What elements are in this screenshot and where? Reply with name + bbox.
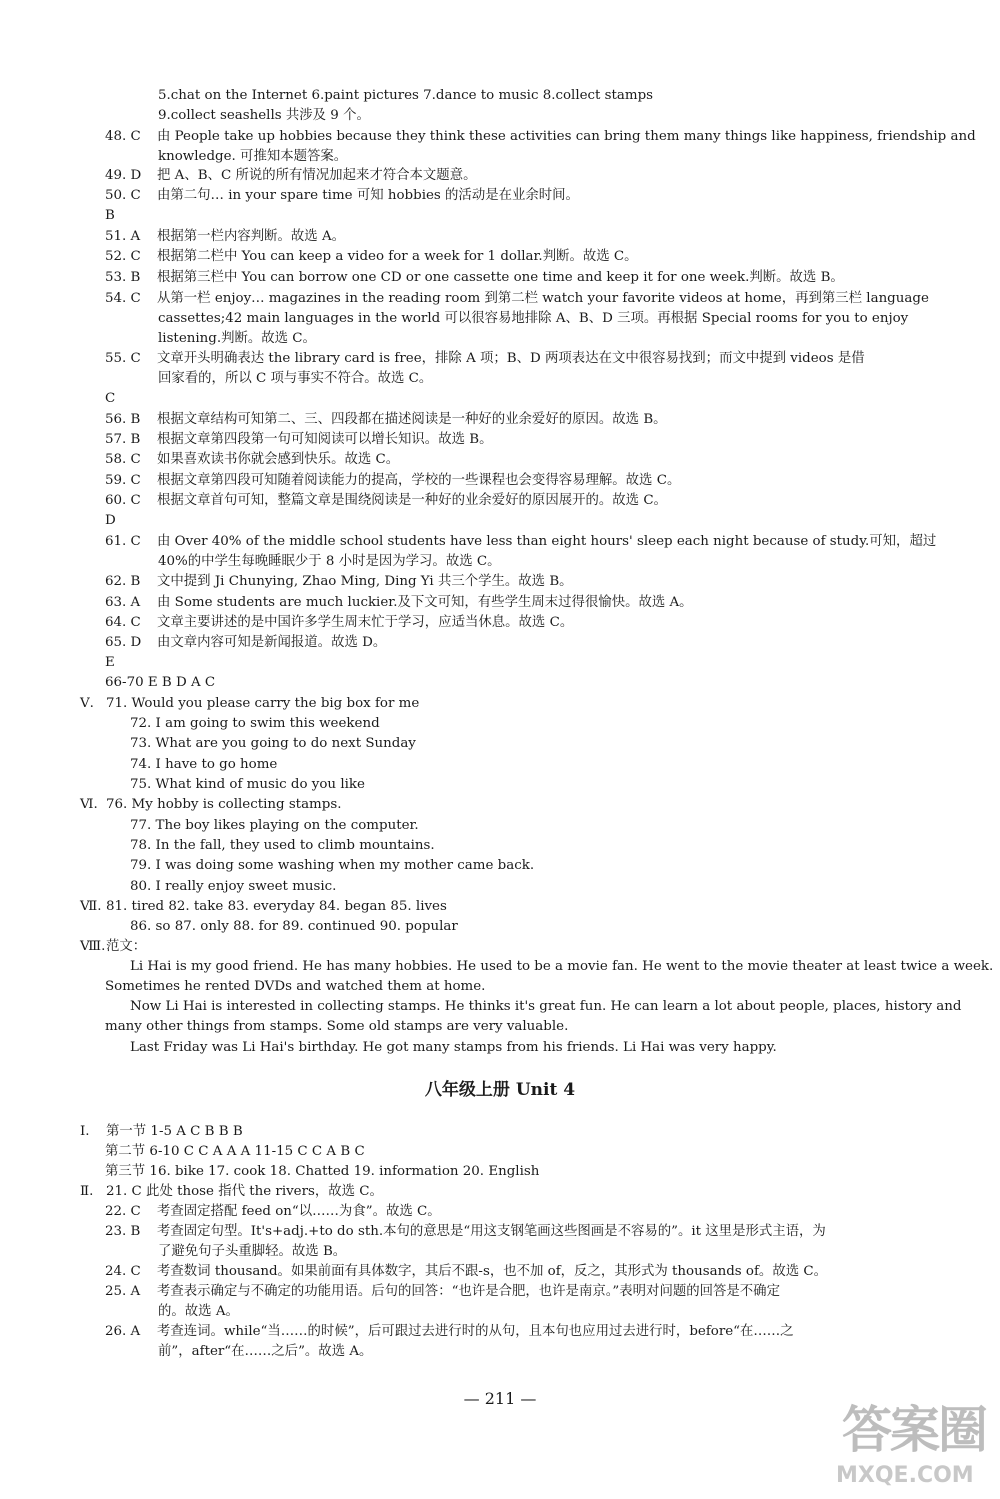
line-text: 第三节 16. bike 17. cook 18. Chatted 19. information 20. English xyxy=(105,1164,540,1179)
question-number: 50. C xyxy=(105,188,141,203)
answer-line xyxy=(105,127,976,147)
line-text: 根据文章结构可知第二、三、四段都在描述阅读是一种好的业余爱好的原因。故选 B。 xyxy=(157,412,667,427)
answer-line xyxy=(158,1302,239,1322)
answer-line xyxy=(158,1242,346,1262)
line-text: 文章开头明确表达 the library card is free，排除 A 项；B、D 两项表达在文中很容易找到；而文中提到 videos 是借 xyxy=(157,351,865,366)
question-number: 64. C xyxy=(105,615,141,630)
answer-line xyxy=(105,206,115,226)
answer-line xyxy=(158,309,908,329)
section-numeral: Ⅰ. xyxy=(80,1124,90,1139)
line-text: 根据文章首句可知，整篇文章是围绕阅读是一种好的业余爱好的原因展开的。故选 C。 xyxy=(157,493,667,508)
answer-line xyxy=(80,694,419,714)
answer-line xyxy=(130,714,380,734)
line-text: 72. I am going to swim this weekend xyxy=(130,716,380,731)
question-number: 58. C xyxy=(105,452,141,467)
question-number: 61. C xyxy=(105,534,141,549)
question-number: 59. C xyxy=(105,473,141,488)
line-text: 由第二句… in your spare time 可知 hobbies 的活动是在业余时间。 xyxy=(157,188,579,203)
answer-line xyxy=(80,1182,383,1202)
line-text: 73. What are you going to do next Sunday xyxy=(130,736,416,751)
answer-line xyxy=(105,491,667,511)
section-numeral: Ⅶ. xyxy=(80,899,102,914)
line-text: 75. What kind of music do you like xyxy=(130,777,365,792)
question-number: 55. C xyxy=(105,351,141,366)
question-number: 65. D xyxy=(105,635,142,650)
line-text: knowledge. 可推知本题答案。 xyxy=(158,149,348,164)
answer-line xyxy=(105,572,573,592)
answer-line xyxy=(105,1222,826,1242)
section-numeral: Ⅵ. xyxy=(80,797,98,812)
answer-line xyxy=(105,430,492,450)
line-text: 的。故选 A。 xyxy=(158,1304,239,1319)
line-text: 81. tired 82. take 83. everyday 84. began 85. lives xyxy=(106,899,447,914)
line-text: 根据第二栏中 You can keep a video for a week for 1 dollar.判断。故选 C。 xyxy=(157,249,638,264)
answer-line xyxy=(130,816,419,836)
answer-line xyxy=(105,1322,794,1342)
line-text: 考查固定搭配 feed on“以……为食”。故选 C。 xyxy=(157,1204,441,1219)
line-text: 由 People take up hobbies because they think these activities can bring them many things like happiness, friendship and xyxy=(157,129,976,144)
line-text: Now Li Hai is interested in collecting stamps. He thinks it's great fun. He can learn a lot about people, places, history and xyxy=(130,999,962,1014)
answer-line xyxy=(158,106,370,126)
question-number: 51. A xyxy=(105,229,141,244)
answer-line xyxy=(105,1282,780,1302)
line-text: cassettes;42 main languages in the world 可以很容易地排除 A、B、D 三项。再根据 Special rooms for you to enjoy xyxy=(158,311,909,326)
line-text: 考查连词。while“当……的时候”，后可跟过去进行时的从句，且本句也应用过去进行时，before“在……之 xyxy=(157,1324,794,1339)
section-heading: 八年级上册 Unit 4 xyxy=(424,1080,576,1100)
line-text: 40%的中学生每晚睡眠少于 8 小时是因为学习。故选 C。 xyxy=(158,554,501,569)
question-number: 60. C xyxy=(105,493,141,508)
line-text: 回家看的，所以 C 项与事实不符合。故选 C。 xyxy=(158,371,433,386)
question-number: 22. C xyxy=(105,1204,141,1219)
question-number: 24. C xyxy=(105,1264,141,1279)
answer-line xyxy=(105,673,215,693)
answer-line xyxy=(105,450,399,470)
line-text: 由 Over 40% of the middle school students have less than eight hours' sleep each night because of study.可知，超过 xyxy=(157,534,937,549)
answer-line xyxy=(80,897,447,917)
line-text: 如果喜欢读书你就会感到快乐。故选 C。 xyxy=(157,452,400,467)
answer-line xyxy=(105,471,680,491)
question-number: 48. C xyxy=(105,129,141,144)
answer-line xyxy=(105,1017,568,1037)
line-text: 前”，after“在……之后”。故选 A。 xyxy=(158,1344,373,1359)
line-text: Sometimes he rented DVDs and watched them at home. xyxy=(105,979,486,994)
answer-line xyxy=(105,633,386,653)
line-text: 把 A、B、C 所说的所有情况加起来才符合本文题意。 xyxy=(157,168,477,183)
answer-line xyxy=(105,227,345,247)
answer-line xyxy=(105,1202,441,1222)
answer-line xyxy=(158,86,653,106)
answer-line xyxy=(105,349,865,369)
line-text: 由文章内容可知是新闻报道。故选 D。 xyxy=(157,635,387,650)
line-text: 考查表示确定与不确定的功能用语。后句的回答：“也许是合肥，也许是南京。”表明对问题的回答是不确定 xyxy=(157,1284,780,1299)
line-text: C xyxy=(105,391,116,406)
question-number: 53. B xyxy=(105,270,141,285)
answer-line xyxy=(158,329,316,349)
line-text: 76. My hobby is collecting stamps. xyxy=(106,797,342,812)
line-text: 第一节 1-5 A C B B B xyxy=(106,1124,243,1139)
answer-line xyxy=(105,511,116,531)
answer-line xyxy=(130,836,435,856)
answer-line xyxy=(105,532,936,552)
line-text: Li Hai is my good friend. He has many hobbies. He used to be a movie fan. He went to the movie theater at least twice a week. xyxy=(130,959,994,974)
answer-line xyxy=(105,1142,365,1162)
line-text: 9.collect seashells 共涉及 9 个。 xyxy=(158,108,370,123)
line-text: 文章主要讲述的是中国许多学生周末忙于学习，应适当休息。故选 C。 xyxy=(157,615,574,630)
answer-line xyxy=(105,1262,827,1282)
line-text: E xyxy=(105,655,115,670)
question-number: 26. A xyxy=(105,1324,141,1339)
question-number: 49. D xyxy=(105,168,142,183)
line-text: 79. I was doing some washing when my mother came back. xyxy=(130,858,535,873)
question-number: 56. B xyxy=(105,412,141,427)
line-text: 范文： xyxy=(106,939,147,954)
answer-line xyxy=(105,186,579,206)
answer-line xyxy=(130,1038,777,1058)
question-number: 23. B xyxy=(105,1224,141,1239)
answer-line xyxy=(130,957,993,977)
answer-line xyxy=(130,734,416,754)
line-text: 文中提到 Ji Chunying, Zhao Ming, Ding Yi 共三个学生。故选 B。 xyxy=(157,574,573,589)
answer-line xyxy=(130,877,336,897)
answer-line xyxy=(80,795,341,815)
line-text: 80. I really enjoy sweet music. xyxy=(130,879,337,894)
page-number: — 211 — xyxy=(463,1389,537,1408)
answer-line xyxy=(105,268,844,288)
answer-line xyxy=(130,997,961,1017)
line-text: 21. C 此处 those 指代 the rivers，故选 C。 xyxy=(106,1184,383,1199)
line-text: 78. In the fall, they used to climb mountains. xyxy=(130,838,435,853)
line-text: 了避免句子头重脚轻。故选 B。 xyxy=(158,1244,347,1259)
answer-line xyxy=(158,1342,372,1362)
line-text: 66-70 E B D A C xyxy=(105,675,216,690)
line-text: D xyxy=(105,513,116,528)
answer-line xyxy=(80,937,146,957)
answer-line xyxy=(105,1162,539,1182)
question-number: 54. C xyxy=(105,291,141,306)
answer-line xyxy=(105,653,115,673)
section-numeral: Ⅷ. xyxy=(80,939,106,954)
watermark-logo xyxy=(832,1400,997,1496)
question-number: 25. A xyxy=(105,1284,141,1299)
line-text: 5.chat on the Internet 6.paint pictures 7.dance to music 8.collect stamps xyxy=(158,88,654,103)
line-text: B xyxy=(105,208,115,223)
line-text: listening.判断。故选 C。 xyxy=(158,331,316,346)
question-number: 62. B xyxy=(105,574,141,589)
line-text: 第二节 6-10 C C A A A 11-15 C C A B C xyxy=(105,1144,365,1159)
line-text: 71. Would you please carry the big box for me xyxy=(106,696,420,711)
line-text: 根据文章第四段第一句可知阅读可以增长知识。故选 B。 xyxy=(157,432,493,447)
line-text: 77. The boy likes playing on the computer. xyxy=(130,818,419,833)
answer-line xyxy=(105,977,485,997)
answer-line xyxy=(158,147,347,167)
line-text: many other things from stamps. Some old stamps are very valuable. xyxy=(105,1019,569,1034)
line-text: 考查固定句型。It's+adj.+to do sth.本句的意思是“用这支钢笔画这些图画是不容易的”。it 这里是形式主语，为 xyxy=(157,1224,826,1239)
answer-line xyxy=(130,856,534,876)
line-text: Last Friday was Li Hai's birthday. He got many stamps from his friends. Li Hai was very happy. xyxy=(130,1040,777,1055)
watermark-logo-text: 答案圈 xyxy=(842,1401,986,1459)
answer-line xyxy=(105,410,667,430)
line-text: 考查数词 thousand。如果前面有具体数字，其后不跟-s，也不加 of，反之，其形式为 thousands of。故选 C。 xyxy=(157,1264,827,1279)
answer-line xyxy=(130,917,458,937)
line-text: 86. so 87. only 88. for 89. continued 90. popular xyxy=(130,919,458,934)
question-number: 63. A xyxy=(105,595,141,610)
watermark-url: MXQE.COM xyxy=(836,1463,974,1488)
line-text: 74. I have to go home xyxy=(130,757,278,772)
answer-line xyxy=(105,389,115,409)
question-number: 52. C xyxy=(105,249,141,264)
answer-line xyxy=(105,166,476,186)
answer-line xyxy=(105,289,929,309)
answer-line xyxy=(130,755,277,775)
answer-line xyxy=(105,247,638,267)
answer-line xyxy=(80,1122,243,1142)
question-number: 57. B xyxy=(105,432,141,447)
answer-line xyxy=(105,613,573,633)
answer-line xyxy=(158,369,432,389)
answer-line xyxy=(105,593,693,613)
line-text: 根据第一栏内容判断。故选 A。 xyxy=(157,229,346,244)
line-text: 根据文章第四段可知随着阅读能力的提高，学校的一些课程也会变得容易理解。故选 C。 xyxy=(157,473,681,488)
line-text: 从第一栏 enjoy… magazines in the reading room 到第二栏 watch your favorite videos at home，再到第三栏 language xyxy=(157,291,929,306)
section-numeral: Ⅴ. xyxy=(80,696,94,711)
answer-line xyxy=(130,775,365,795)
section-numeral: Ⅱ. xyxy=(80,1184,94,1199)
line-text: 由 Some students are much luckier.及下文可知，有些学生周末过得很愉快。故选 A。 xyxy=(157,595,693,610)
answer-line xyxy=(158,552,501,572)
line-text: 根据第三栏中 You can borrow one CD or one cassette one time and keep it for one week.判断。故选 B。 xyxy=(157,270,844,285)
